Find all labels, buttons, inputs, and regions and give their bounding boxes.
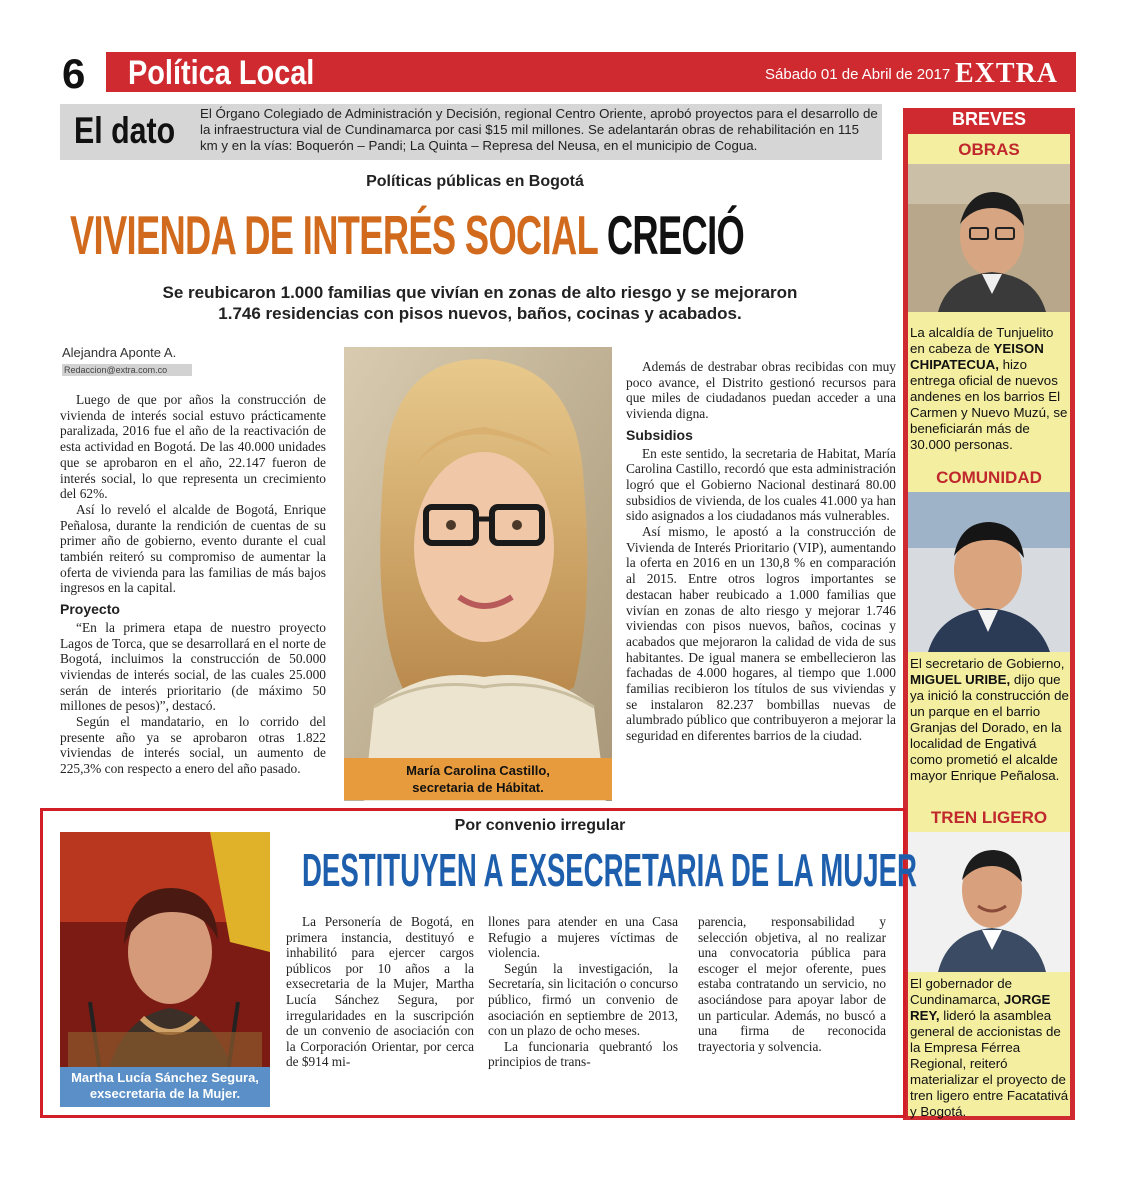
paragraph: En este sentido, la secretaria de Habitat, María Carolina Castillo, recordó que esta administración logró que el Gobierno Nacional destinará 80.00 subsidios de vivienda, de los cuales 41.000 ya han sido asignados a los ciudadanos más vulnerables. xyxy=(626,445,896,524)
caption-line: María Carolina Castillo, xyxy=(406,763,550,778)
breve-heading: OBRAS xyxy=(958,140,1020,159)
dato-label: El dato xyxy=(74,110,176,151)
paragraph: Luego de que por años la construcción de vivienda de interés social estuvo prácticamente paralizada, 2016 fue el año de la reactivación de esta actividad en Bogotá. De las 40.000 unidades que se aprobaron en el año, 22.147 fueron de interés social, lo que representa un crecimiento del 62%. xyxy=(60,392,326,502)
headline-black-part: CRECIÓ xyxy=(606,204,745,266)
page-number: 6 xyxy=(62,50,86,97)
main-headline xyxy=(70,203,744,267)
portrait-illustration xyxy=(908,492,1070,652)
dato-text: El Órgano Colegiado de Administración y Decisión, regional Centro Oriente, aprobó proyectos para el desarrollo de la infraestructura vial de Cundinamarca por casi $15 mil millones. Se adelantarán obras de rehabilitación en 115 km y en la vías: Boquerón – Pandi; La Quinta – Represa del Neusa, en el municipio de Cogua. xyxy=(200,106,878,153)
paragraph: La funcionaria quebrantó los principios de trans- xyxy=(488,1038,678,1070)
sanchez-photo xyxy=(60,832,270,1106)
castillo-photo-caption xyxy=(344,758,612,800)
breve-person-name: YEISON CHIPATECUA, xyxy=(910,341,1044,372)
lower-headline: DESTITUYEN A EXSECRETARIA DE LA MUJER xyxy=(302,844,917,896)
paragraph: parencia, responsabilidad y selección objetiva, al no realizar una convocatoria pública para escoger el mejor oferente, pues estaba contratando un servicio, no asociándose para apoyar labor de un particular. Además, no buscó a una firma de reconocida trayectoria y solvencia. xyxy=(698,914,886,1054)
main-deck: Se reubicaron 1.000 familias que vivían en zonas de alto riesgo y se mejoraron 1.746 residencias con pisos nuevos, baños, cocinas y acabados. xyxy=(162,283,798,323)
paragraph: Además de destrabar obras recibidas con muy poco avance, el Distrito gestionó recursos para que miles de ciudadanos puedan acceder a una vivienda digna. xyxy=(626,359,896,422)
portrait-illustration xyxy=(60,832,270,1106)
breve-text-part: La alcaldía de Tunjuelito en cabeza de xyxy=(910,325,1054,356)
breves-title: BREVES xyxy=(951,109,1027,129)
main-kicker: Políticas públicas en Bogotá xyxy=(366,173,584,190)
byline-author: Alejandra Aponte A. xyxy=(62,345,177,360)
caption-line: Martha Lucía Sánchez Segura, xyxy=(71,1070,259,1085)
paragraph: llones para atender en una Casa Refugio a mujeres víctimas de violencia. xyxy=(488,914,678,961)
issue-date: Sábado 01 de Abril de 2017 xyxy=(765,66,951,83)
section-title: Política Local xyxy=(128,54,315,92)
breve-text xyxy=(910,976,1070,1120)
portrait-illustration xyxy=(344,347,612,801)
subhead: Proyecto xyxy=(60,601,120,618)
breve-text-part: El gobernador de Cundinamarca, xyxy=(910,976,1013,1007)
breve-heading: COMUNIDAD xyxy=(936,468,1042,487)
lower-column-1 xyxy=(286,914,474,1070)
portrait-illustration xyxy=(908,832,1070,972)
uribe-photo xyxy=(908,492,1070,652)
portrait-illustration xyxy=(908,164,1070,312)
breve-person-name: MIGUEL URIBE, xyxy=(910,672,1011,687)
breve-heading: TREN LIGERO xyxy=(930,808,1048,827)
breve-text xyxy=(910,325,1070,453)
paragraph: Así mismo, le apostó a la construcción de Vivienda de Interés Prioritario (VIP), aumentando la oferta en 2016 en un 130,8 % en comparación al 2015. Entre otros logros importantes se destacan haber reubicado a 1.000 familias que vivían en zonas de alto riesgo y mejorar 1.746 viviendas con pisos nuevos, baños, cocinas y acabados que mejoraron la calidad de vida de sus habitantes. De igual manera se embellecieron las fachadas de 4.000 hogares, al tiempo que 1.000 familias recibieron los títulos de sus viviendas y se instalaron 82.237 bombillas nuevas de alumbrado público que contribuyeron a mejorar la seguridad en diferentes barrios de la ciudad. xyxy=(626,524,896,744)
byline-email: Redaccion@extra.com.co xyxy=(62,364,192,376)
paragraph: La Personería de Bogotá, en primera instancia, destituyó e inhabilitó para ejercer cargos públicos por 10 años a la exsecretaria de la Mujer, Martha Lucía Sánchez Segura, por irregularidades en la suscripción de un convenio de asociación con la Corporación Orientar, por cerca de $914 mi- xyxy=(286,914,474,1070)
main-column-left xyxy=(60,392,326,777)
lower-column-2 xyxy=(488,914,678,1070)
paragraph: Según el mandatario, en lo corrido del presente año ya se aprobaron otras 1.822 viviendas de interés social, un aumento de 225,3% con respecto a enero del año pasado. xyxy=(60,714,326,777)
chipatecua-photo xyxy=(908,164,1070,312)
caption-line: exsecretaria de la Mujer. xyxy=(89,1086,241,1101)
headline-orange-part: VIVIENDA DE INTERÉS SOCIAL xyxy=(70,204,598,266)
main-column-right xyxy=(626,359,896,744)
lower-column-3 xyxy=(698,914,886,1054)
breve-text-part: El secretario de Gobierno, xyxy=(910,656,1065,671)
breve-text-part: hizo entrega oficial de nuevos andenes en los barrios El Carmen y Nuevo Muzú, se beneficiarán más de 30.000 personas. xyxy=(910,357,1068,452)
breve-person-name: JORGE REY, xyxy=(910,992,1051,1023)
rey-photo xyxy=(908,832,1070,972)
newspaper-logo: EXTRA xyxy=(955,58,1059,89)
paragraph: “En la primera etapa de nuestro proyecto Lagos de Torca, que se desarrollará en el norte de Bogotá, incluimos la construcción de 50.000 viviendas de interés social, de las cuales 25.000 serán de interés prioritario (de máximo 50 millones de pesos)”, destacó. xyxy=(60,619,326,714)
lower-kicker: Por convenio irregular xyxy=(454,817,626,834)
castillo-photo xyxy=(344,347,612,801)
subhead: Subsidios xyxy=(626,426,693,443)
paragraph: Así lo reveló el alcalde de Bogotá, Enrique Peñalosa, durante la rendición de cuentas de su primer año de gobierno, evento durante el cual también reiteró su compromiso de aumentar la oferta de vivienda para las familias de más bajos ingresos en la capital. xyxy=(60,501,326,596)
sanchez-photo-caption xyxy=(60,1067,270,1107)
breve-text-part: lideró la asamblea general de accionistas de la Empresa Férrea Regional, reiteró materializar el proyecto de tren ligero entre Facatativá y Bogotá. xyxy=(910,1008,1069,1119)
breve-text-part: dijo que ya inició la construcción de un parque en el barrio Granjas del Dorado, en la localidad de Engativá como prometió el alcalde mayor Enrique Peñalosa. xyxy=(910,672,1069,783)
paragraph: Según la investigación, la Secretaría, sin licitación o concurso público, firmó un convenio de asociación en septiembre de 2013, con un plazo de ocho meses. xyxy=(488,960,678,1039)
caption-line: secretaria de Hábitat. xyxy=(412,780,544,795)
breve-text xyxy=(910,656,1070,784)
